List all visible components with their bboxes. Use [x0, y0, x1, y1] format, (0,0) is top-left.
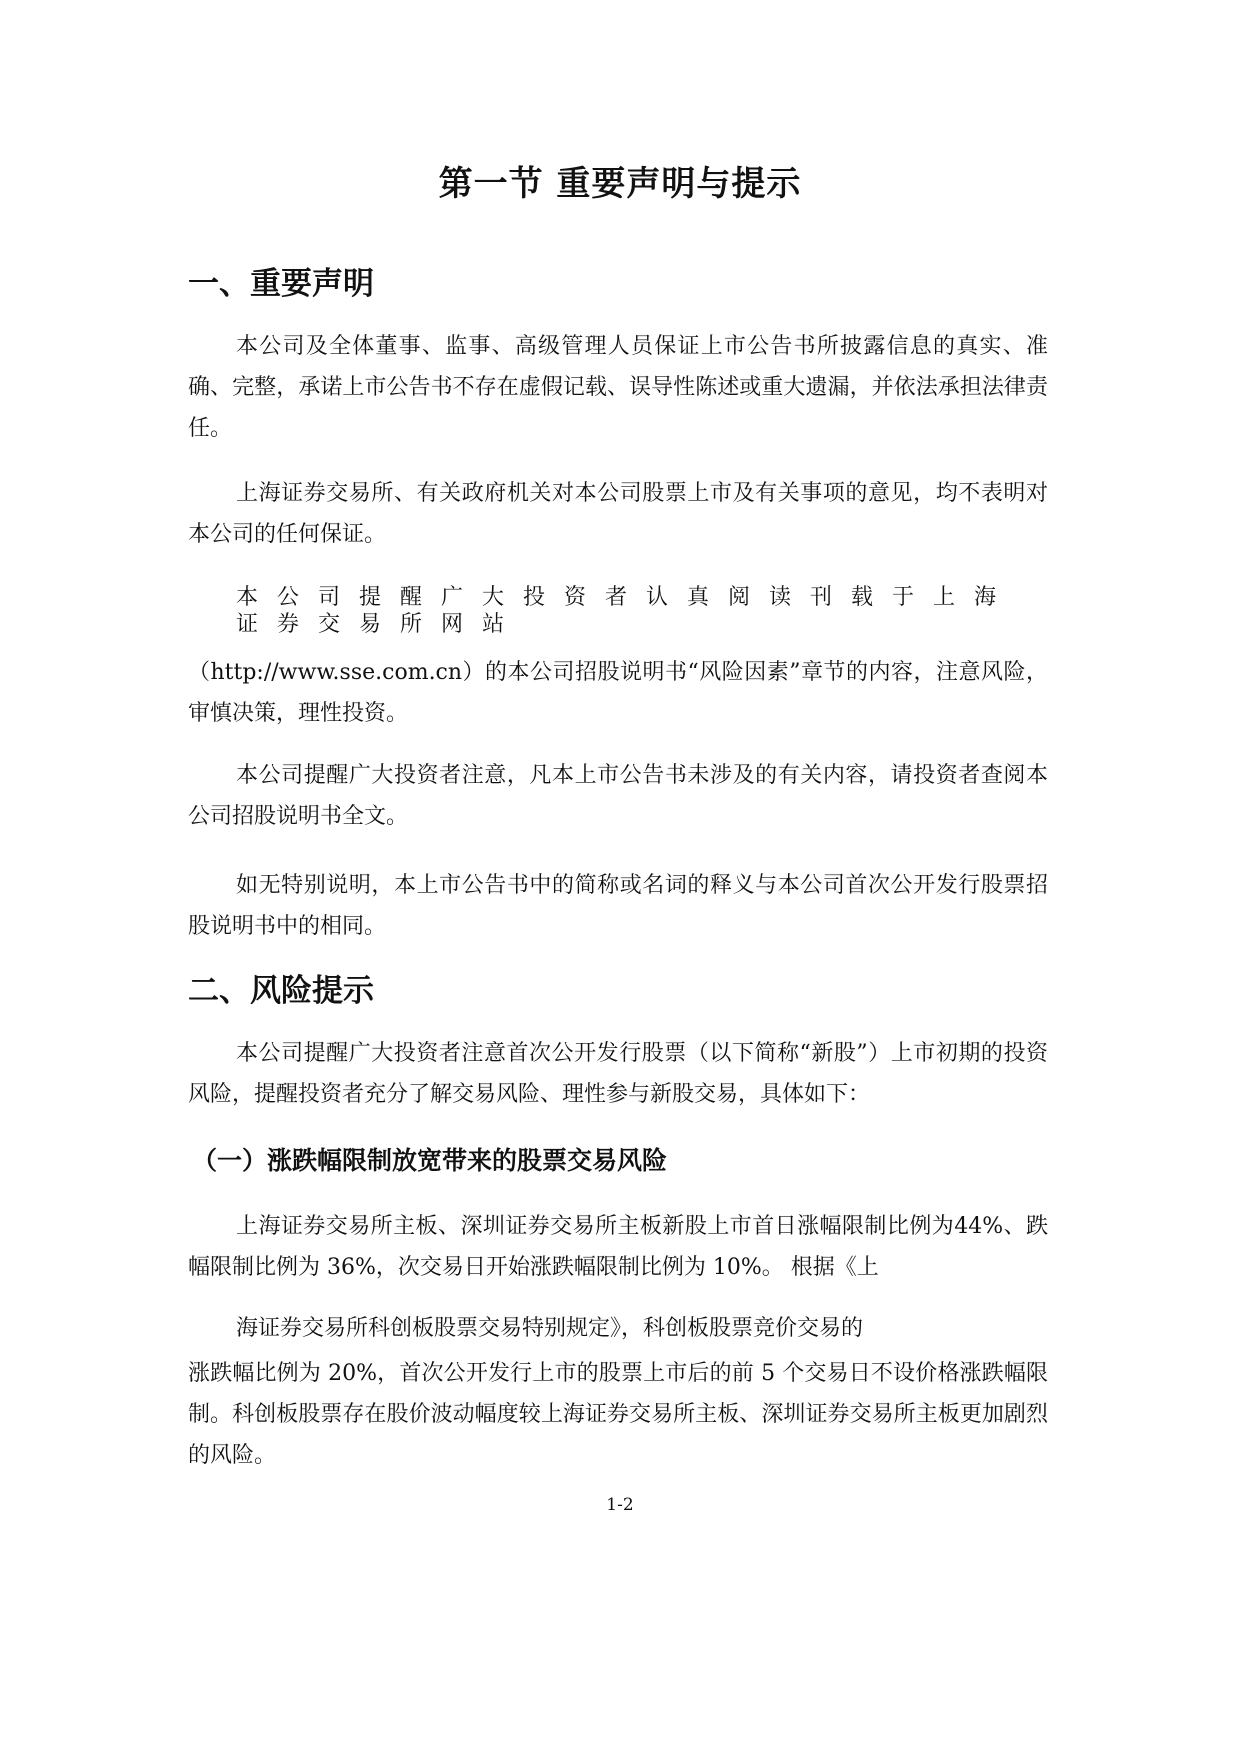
paragraph-risk-intro: 本公司提醒广大投资者注意首次公开发行股票（以下简称“新股”）上市初期的投资风险，提醒投资者充分了解交易风险、理性参与新股交易，具体如下： [188, 1041, 1048, 1107]
paragraph-statement-2: 上海证券交易所、有关政府机关对本公司股票上市及有关事项的意见，均不表明对本公司的任何保证。 [188, 481, 1048, 547]
paragraph-statement-4: 本公司提醒广大投资者注意，凡本上市公告书未涉及的有关内容，请投资者查阅本公司招股说明书全文。 [188, 763, 1048, 829]
section-heading-important-statement: 一、重要声明 [188, 266, 374, 302]
paragraph-statement-1: 本公司及全体董事、监事、高级管理人员保证上市公告书所披露信息的真实、准确、完整，承诺上市公告书不存在虚假记载、误导性陈述或重大遗漏，并依法承担法律责任。 [188, 334, 1048, 441]
paragraph-price-limit-2: 海证券交易所科创板股票交易特别规定》，科创板股票竞价交易的 [236, 1316, 864, 1341]
paragraph-price-limit-3: 涨跌幅比例为 20%，首次公开发行上市的股票上市后的前 5 个交易日不设价格涨跌幅限制。科创板股票存在股价波动幅度较上海证券交易所主板、深圳证券交易所主板更加剧烈的风险。 [188, 1361, 1048, 1468]
paragraph-statement-3-spaced: 本公司提醒广大投资者认真阅读刊载于上海证券交易所网站 [236, 585, 1016, 637]
page-title: 第一节 重要声明与提示 [438, 164, 802, 204]
paragraph-statement-5: 如无特别说明，本上市公告书中的简称或名词的释义与本公司首次公开发行股票招股说明书中的相同。 [188, 873, 1048, 939]
section-heading-risk-warning: 二、风险提示 [188, 973, 374, 1009]
paragraph-price-limit-1: 上海证券交易所主板、深圳证券交易所主板新股上市首日涨幅限制比例为44%、跌幅限制比例为 36%，次交易日开始涨跌幅限制比例为 10%。 根据《上 [188, 1214, 1048, 1280]
subsection-heading-price-limit-risk: （一）涨跌幅限制放宽带来的股票交易风险 [192, 1146, 668, 1175]
page-number: 1-2 [606, 1495, 634, 1515]
paragraph-statement-3-rest: （http://www.sse.com.cn）的本公司招股说明书“风险因素”章节的内容，注意风险，审慎决策，理性投资。 [188, 660, 1048, 726]
